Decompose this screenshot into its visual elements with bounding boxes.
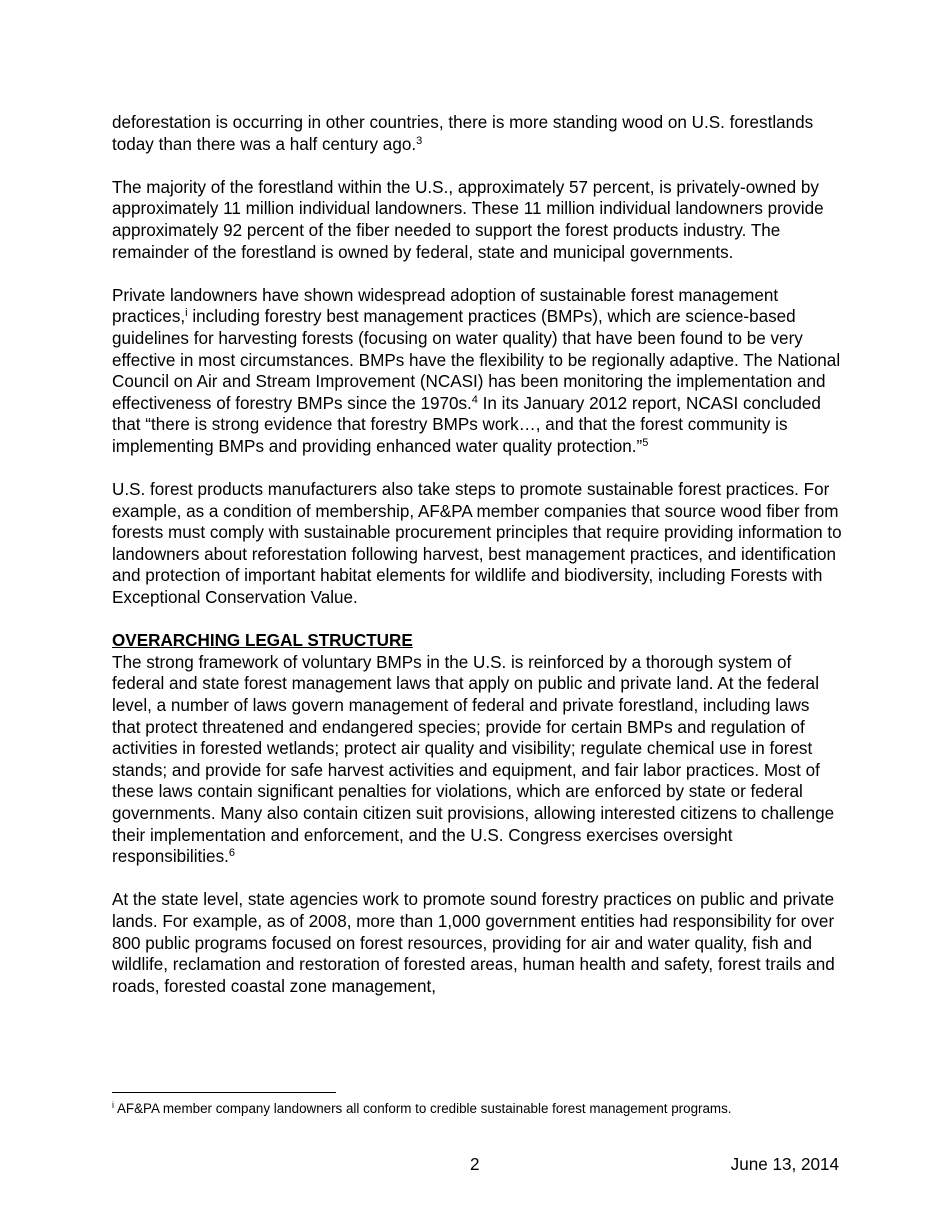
page-number: 2	[470, 1155, 480, 1174]
paragraph	[112, 177, 842, 263]
paragraph	[112, 652, 842, 868]
paragraph-text: Private landowners have shown widespread adoption of sustainable forest management practices,	[112, 285, 779, 327]
footnote-marker: i	[112, 1100, 114, 1110]
paragraph-text: U.S. forest products manufacturers also take steps to promote sustainable forest practices. For example, as a condition of membership, AF&PA member companies that source wood fiber from forests must comply with sustainable procurement principles that require providing information to landowners about reforestation following harvest, best management practices, and identification and protection of important habitat elements for wildlife and biodiversity, including Forests with Exceptional Conservation Value.	[112, 480, 842, 608]
footnote-text: AF&PA member company landowners all conform to credible sustainable forest management programs.	[114, 1101, 732, 1116]
footnote-separator	[112, 1092, 336, 1093]
paragraph	[112, 889, 842, 997]
footer-date: June 13, 2014	[730, 1155, 839, 1174]
paragraph-text: The majority of the forestland within the U.S., approximately 57 percent, is privately-owned by approximately 11 million individual landowners. These 11 million individual landowners provide approximately 92 percent of the fiber needed to support the forest products industry. The remainder of the forestland is owned by federal, state and municipal governments.	[112, 177, 824, 262]
footnote-reference: 3	[416, 134, 423, 147]
section-heading: OVERARCHING LEGAL STRUCTURE	[112, 631, 413, 651]
footnote-reference: i	[185, 307, 188, 320]
paragraph	[112, 479, 842, 609]
footnote	[112, 1100, 842, 1117]
paragraph-text: At the state level, state agencies work to promote sound forestry practices on public and private lands. For example, as of 2008, more than 1,000 government entities had responsibility for over 800 public programs focused on forest resources, providing for air and water quality, fish and wildlife, reclamation and restoration of forested areas, human health and safety, forest trails and roads, forested coastal zone management,	[112, 890, 835, 996]
paragraph-text: The strong framework of voluntary BMPs in the U.S. is reinforced by a thorough system of federal and state forest management laws that apply on public and private land. At the federal level, a number of laws govern management of federal and private forestland, including laws that protect threatened and endangered species; provide for certain BMPs and regulation of activities in forested wetlands; protect air quality and visibility; regulate chemical use in forest stands; and provide for safe harvest activities and equipment, and fair labor practices. Most of these laws contain significant penalties for violations, which are enforced by state or federal governments. Many also contain citizen suit provisions, allowing interested citizens to challenge their implementation and enforcement, and the U.S. Congress exercises oversight responsibilities.	[112, 652, 835, 867]
document-body	[112, 112, 842, 997]
paragraph	[112, 285, 842, 458]
paragraph	[112, 112, 842, 155]
paragraph-text: deforestation is occurring in other countries, there is more standing wood on U.S. forestlands today than there was a half century ago.	[112, 113, 814, 154]
footnote-reference: 6	[228, 847, 235, 860]
footnote-reference: 4	[471, 393, 478, 406]
intro-paragraphs	[112, 112, 842, 609]
paragraph-text: including forestry best management practices (BMPs), which are science-based guidelines for harvesting forests (focusing on water quality) that have been found to be very effective in most circumstances. BMPs have the flexibility to be regionally adaptive. The National Council on Air and Stream Improvement (NCASI) has been monitoring the implementation and effectiveness of forestry BMPs since the 1970s.	[112, 307, 841, 413]
paragraph-text: In its January 2012 report, NCASI concluded that “there is strong evidence that forestry BMPs work…, and that the forest community is implementing BMPs and providing enhanced water quality protection.”	[112, 393, 821, 456]
footnote-reference: 5	[642, 436, 649, 449]
section-paragraphs	[112, 652, 842, 998]
